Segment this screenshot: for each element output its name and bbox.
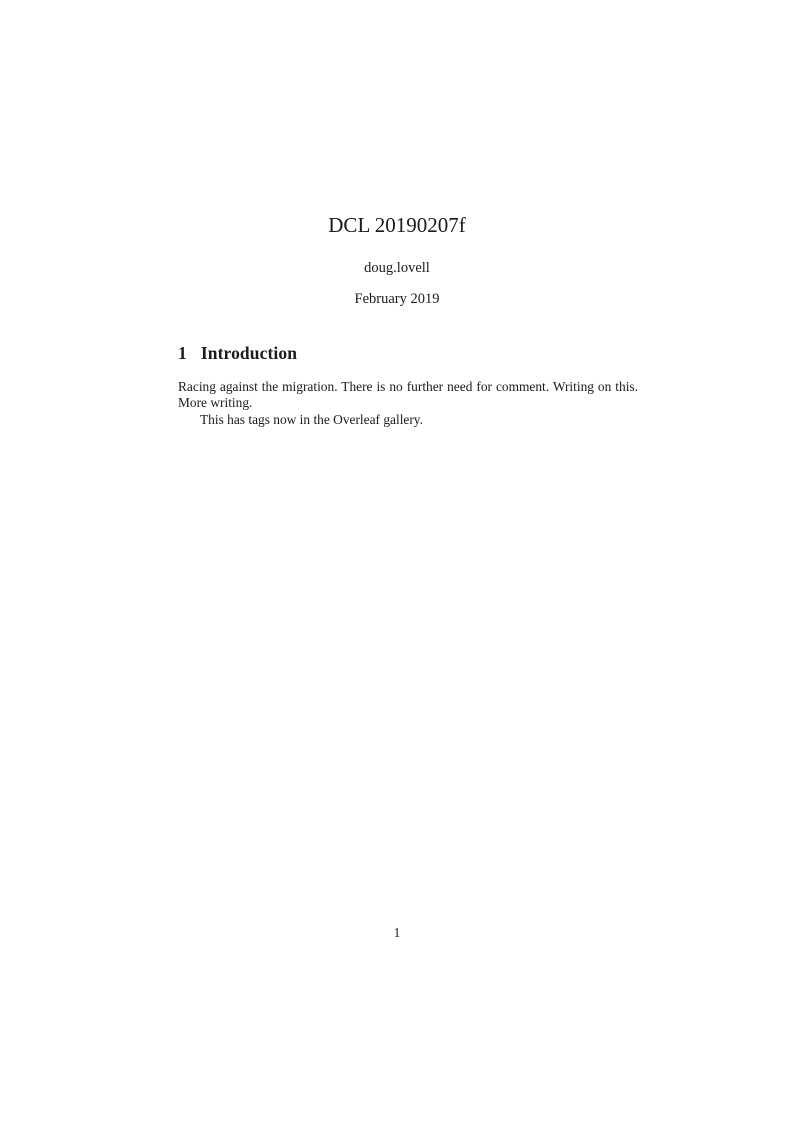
document-title: DCL 20190207f [328,213,466,237]
section-heading [178,343,638,364]
intro-paragraph-2: This has tags now in the Overleaf gallery. [200,411,423,427]
intro-paragraph-1: Racing against the migration. There is no further need for comment. Writing on this. More writing. [178,379,638,411]
document-author: doug.lovell [364,260,430,277]
section-title: Introduction [200,343,298,363]
document-body [178,343,638,428]
page-footer [0,924,794,942]
page-number: 1 [393,925,401,940]
document-date: February 2019 [354,290,440,307]
section-number: 1 [178,343,187,363]
title-block [0,213,794,308]
